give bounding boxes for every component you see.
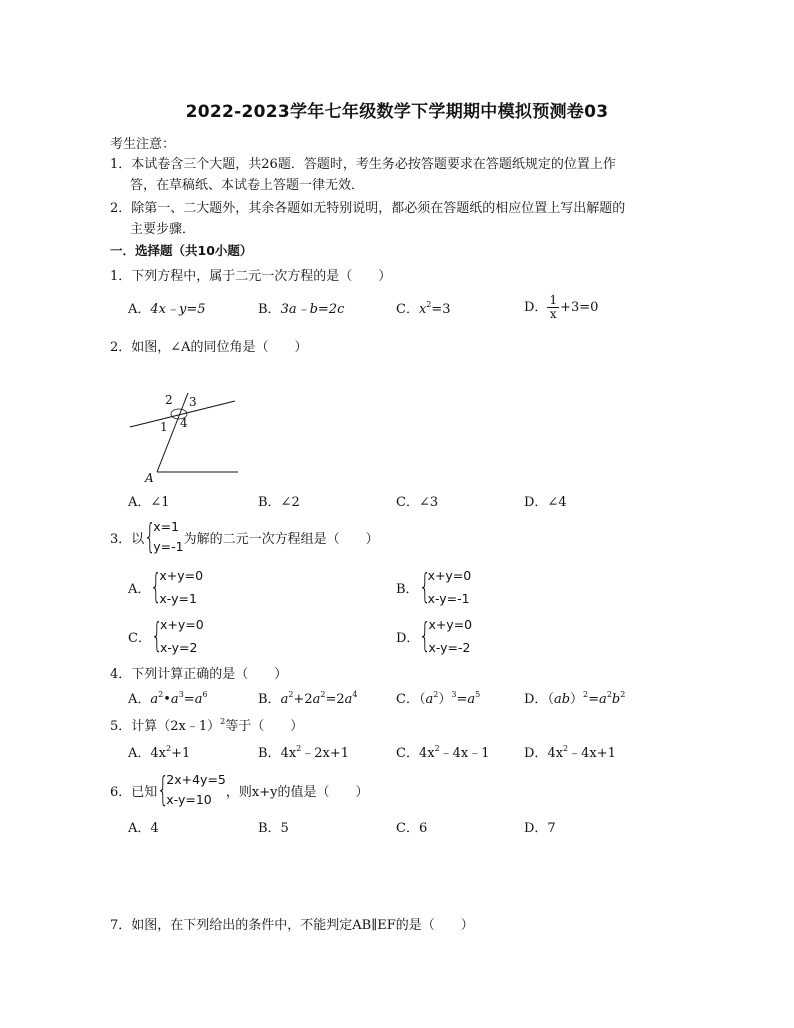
question-3-option-a: A． { x+y=0 x-y=1 (128, 567, 204, 607)
angle-figure (125, 392, 245, 487)
question-6-option-c: C．6 (396, 821, 428, 836)
brace: { (144, 517, 157, 557)
question-3-stem: 3．以 { x=1 y=-1 为解的二元一次方程组是（ ） (110, 517, 379, 557)
notice-heading: 考生注意： (110, 137, 176, 152)
question-1-option-d: D． $\frac{1}{x}$ +3=0 (524, 293, 599, 321)
fraction: $\frac{1}{x}$ (549, 293, 558, 321)
question-4-option-a: A．$a^2•a^3=a^6$ (128, 690, 208, 707)
question-3-option-b: B． { x+y=0 x-y=-1 (396, 567, 472, 607)
question-2-stem: 2．如图，∠A的同位角是（ ） (110, 340, 308, 355)
question-4-option-c: C．$(a^2)^3=a^5$ (396, 690, 481, 707)
notice-item-2-cont: 主要步骤． (130, 222, 196, 237)
question-5-option-b: B．$4x^2﹣2x+1$ (258, 744, 350, 761)
question-6-option-d: D．7 (524, 821, 556, 836)
question-2-option-a: A．∠1 (128, 495, 170, 510)
question-2-option-d: D．∠4 (524, 495, 567, 510)
question-3-option-d: D． { x+y=0 x-y=-2 (396, 616, 473, 656)
section-heading: 一．选择题（共10小题） (110, 243, 253, 258)
question-4-option-b: B．$a^2+2a^2=2a^4$ (258, 690, 358, 707)
point-label-a: A (145, 471, 154, 485)
question-6-option-a: A．4 (128, 821, 159, 836)
angle-label-2: 2 (165, 393, 173, 407)
question-4-option-d: D．$(ab)^2=a^2b^2$ (524, 690, 626, 707)
question-5-option-a: A．$4x^2+1$ (128, 744, 191, 761)
question-2-option-c: C．∠3 (396, 495, 439, 510)
angle-label-4: 4 (180, 416, 188, 430)
question-5-stem: 5．计算（2x﹣1）$^2$等于（ ） (110, 717, 304, 734)
question-6-stem: 6．已知 { 2x+4y=5 x-y=10 ，则x+y的值是（ ） (110, 770, 369, 810)
question-3-option-c: C． { x+y=0 x-y=2 (128, 616, 204, 656)
angle-label-1: 1 (160, 420, 168, 434)
question-4-stem: 4．下列计算正确的是（ ） (110, 667, 288, 682)
page-title: 2022-2023学年七年级数学下学期期中模拟预测卷03 (185, 102, 609, 122)
question-6-option-b: B．5 (258, 821, 289, 836)
angle-label-3: 3 (189, 395, 197, 409)
question-7-stem: 7．如图，在下列给出的条件中，不能判定AB∥EF的是（ ） (110, 918, 474, 933)
question-1-option-a: A．4x﹣y=5 (128, 302, 206, 317)
question-1-stem: 1．下列方程中，属于二元一次方程的是（ ） (110, 269, 392, 284)
notice-item-2: 2．除第一、二大题外，其余各题如无特别说明，都必须在答题纸的相应位置上写出解题的 (110, 201, 626, 216)
question-5-option-c: C．$4x^2﹣4x﹣1$ (396, 744, 490, 761)
notice-item-1: 1．本试卷含三个大题，共26题．答题时，考生务必按答题要求在答题纸规定的位置上作 (110, 157, 616, 172)
question-2-option-b: B．∠2 (258, 495, 300, 510)
question-5-option-d: D．$4x^2﹣4x+1$ (524, 744, 616, 761)
question-1-option-b: B．3a﹣b=2c (258, 302, 345, 317)
question-1-option-c: C．$x^2=3$ (396, 300, 451, 317)
notice-item-1-cont: 答，在草稿纸、本试卷上答题一律无效． (130, 178, 365, 193)
